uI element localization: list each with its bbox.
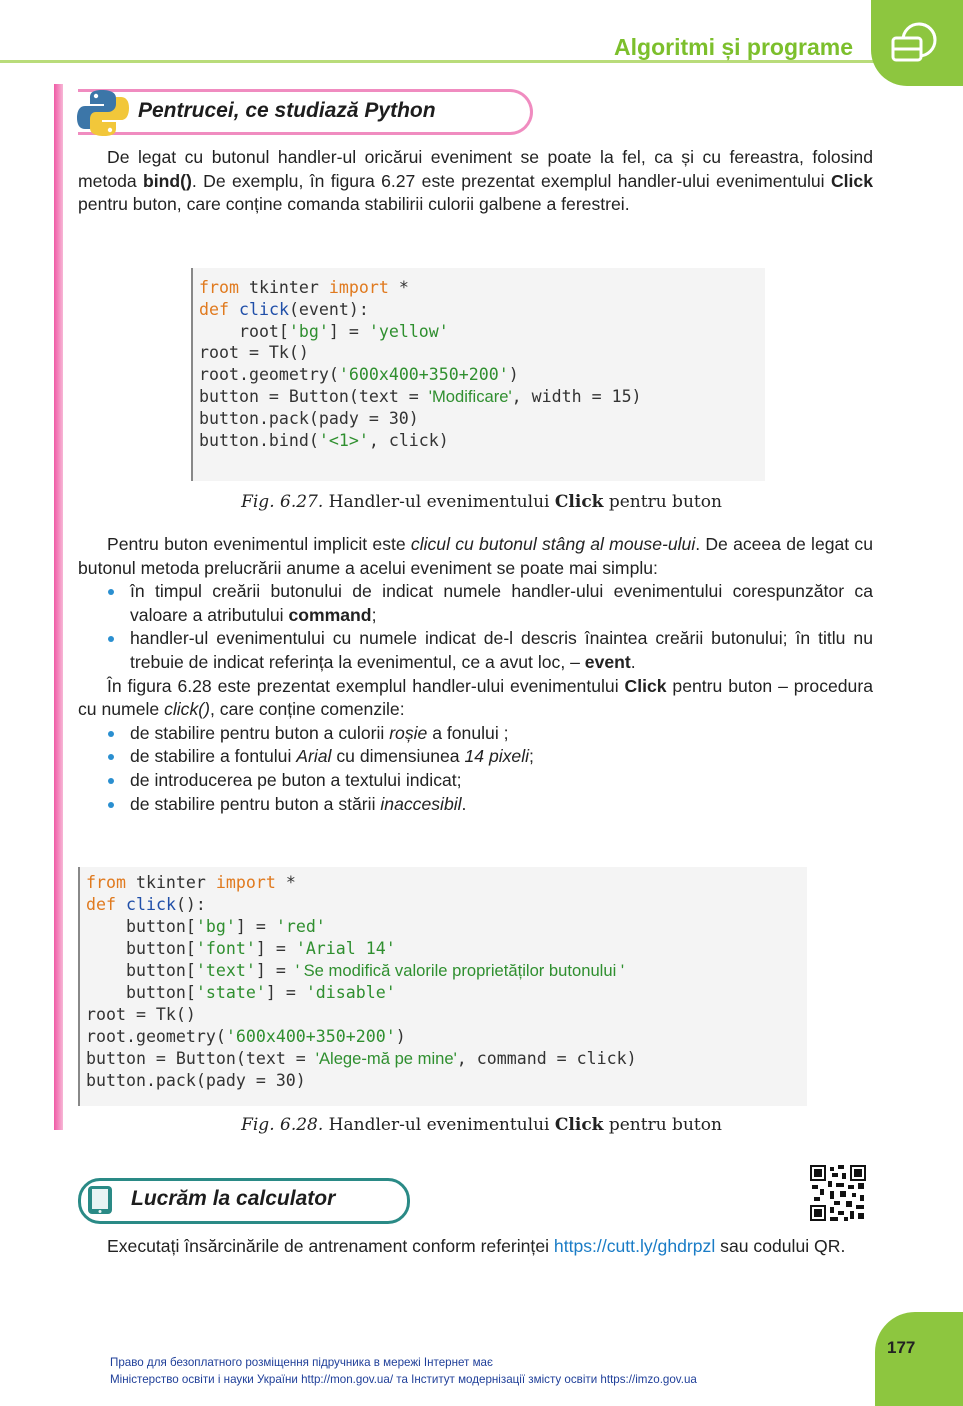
chapter-tab — [871, 0, 963, 86]
list-item: handler-ul evenimentului cu numele indicat de-l descris înaintea creării butonului; în titlu nu trebuie de indicat referința la evenimentul, ce a avut loc, – event. — [78, 627, 873, 674]
code-line: button['font'] = 'Arial 14' — [86, 939, 396, 958]
code-line: button.pack(pady = 30) — [86, 1071, 306, 1090]
list-item: în timpul creării butonului de indicat numele handler-ului evenimentului corespunzător ca valoare a atributului command; — [78, 580, 873, 627]
intro-paragraph: De legat cu butonul handler-ul oricărui eveniment se poate la fel, ca și cu fereastra, folosind metoda bind(). De exemplu, în figura 6.27 este prezentat exemplul handler-ului evenimentului Click pentru buton, care conține comanda stabilirii culorii galbene a ferestrei. — [78, 147, 873, 215]
bullet-list-commands — [78, 722, 873, 816]
python-logo-icon — [76, 88, 130, 138]
bullet-list-methods — [78, 580, 873, 674]
list-item: de stabilire pentru buton a stării inaccesibil. — [78, 793, 873, 817]
task-paragraph: Executați însărcinările de antrenament conform referinței https://cutt.ly/ghdrpzl sau codului QR. — [107, 1236, 846, 1256]
tablet-icon — [87, 1185, 113, 1215]
code-line: button['state'] = 'disable' — [86, 983, 396, 1002]
code-line: def click(event): — [199, 299, 369, 319]
code-line: button.bind('<1>', click) — [199, 430, 449, 450]
section-heading-computer — [78, 1178, 410, 1224]
code-line: button['text'] = ' Se modifică valorile proprietăților butonului ' — [86, 961, 625, 980]
list-item: de stabilire pentru buton a culorii roșie a fonului ; — [78, 722, 873, 746]
section-heading-computer-text: Lucrăm la calculator — [131, 1187, 336, 1210]
code-line: root = Tk() — [86, 1005, 196, 1024]
page-number-tab — [875, 1312, 963, 1406]
list-item: de stabilire a fontului Arial cu dimensiunea 14 pixeli; — [78, 745, 873, 769]
page-number: 177 — [887, 1338, 916, 1357]
code-line: button = Button(text = 'Alege-mă pe mine', command = click) — [86, 1049, 637, 1068]
monitor-chapter-icon — [889, 20, 939, 66]
figure-caption-6-27: Fig. 6.27. Handler-ul evenimentului Click pentru buton — [241, 492, 722, 512]
code-line: from tkinter import * — [199, 278, 409, 297]
chapter-title: Algoritmi și programe — [614, 34, 853, 60]
code-line: from tkinter import * — [86, 873, 296, 892]
figure-caption-6-28: Fig. 6.28. Handler-ul evenimentului Click pentru buton — [241, 1115, 722, 1135]
list-item: de introducerea pe buton a textului indicat; — [78, 769, 873, 793]
qr-code-icon — [810, 1165, 866, 1221]
code-line: root['bg'] = 'yellow' — [199, 321, 449, 341]
code-block-fig-6-27 — [191, 268, 765, 481]
code-block-fig-6-28 — [78, 867, 807, 1106]
explanation-block — [78, 533, 873, 816]
section-heading-python-text: Pentrucei, ce studiază Python — [138, 99, 436, 122]
footer-license-line-1: Право для безоплатного розміщення підручника в мережі Інтернет має — [110, 1356, 493, 1369]
footer-license-line-2: Міністерство освіти і науки України http://mon.gov.ua/ та Інститут модернізації змісту освіти https://imzo.gov.ua — [110, 1373, 697, 1386]
paragraph-default-event: Pentru buton evenimentul implicit este clicul cu butonul stâng al mouse-ului. De aceea de legat cu butonul metoda prelucrării anume a acelui eveniment se poate mai simplu: — [78, 534, 873, 578]
code-line: root.geometry('600x400+350+200') — [86, 1027, 406, 1046]
section-heading-python — [78, 89, 533, 135]
code-line: root = Tk() — [199, 343, 309, 363]
code-line: button['bg'] = 'red' — [86, 917, 326, 936]
code-line: button = Button(text = 'Modificare', width = 15) — [199, 386, 642, 406]
code-line: root.geometry('600x400+350+200') — [199, 365, 519, 385]
paragraph-fig-6-28: În figura 6.28 este prezentat exemplul handler-ului evenimentului Click pentru buton – procedura cu numele click(), care conține comenzile: — [78, 675, 873, 720]
task-link[interactable]: https://cutt.ly/ghdrpzl — [553, 1236, 716, 1256]
section-margin-bar — [54, 84, 63, 1130]
code-line: button.pack(pady = 30) — [199, 408, 419, 428]
code-line: def click(): — [86, 895, 206, 914]
